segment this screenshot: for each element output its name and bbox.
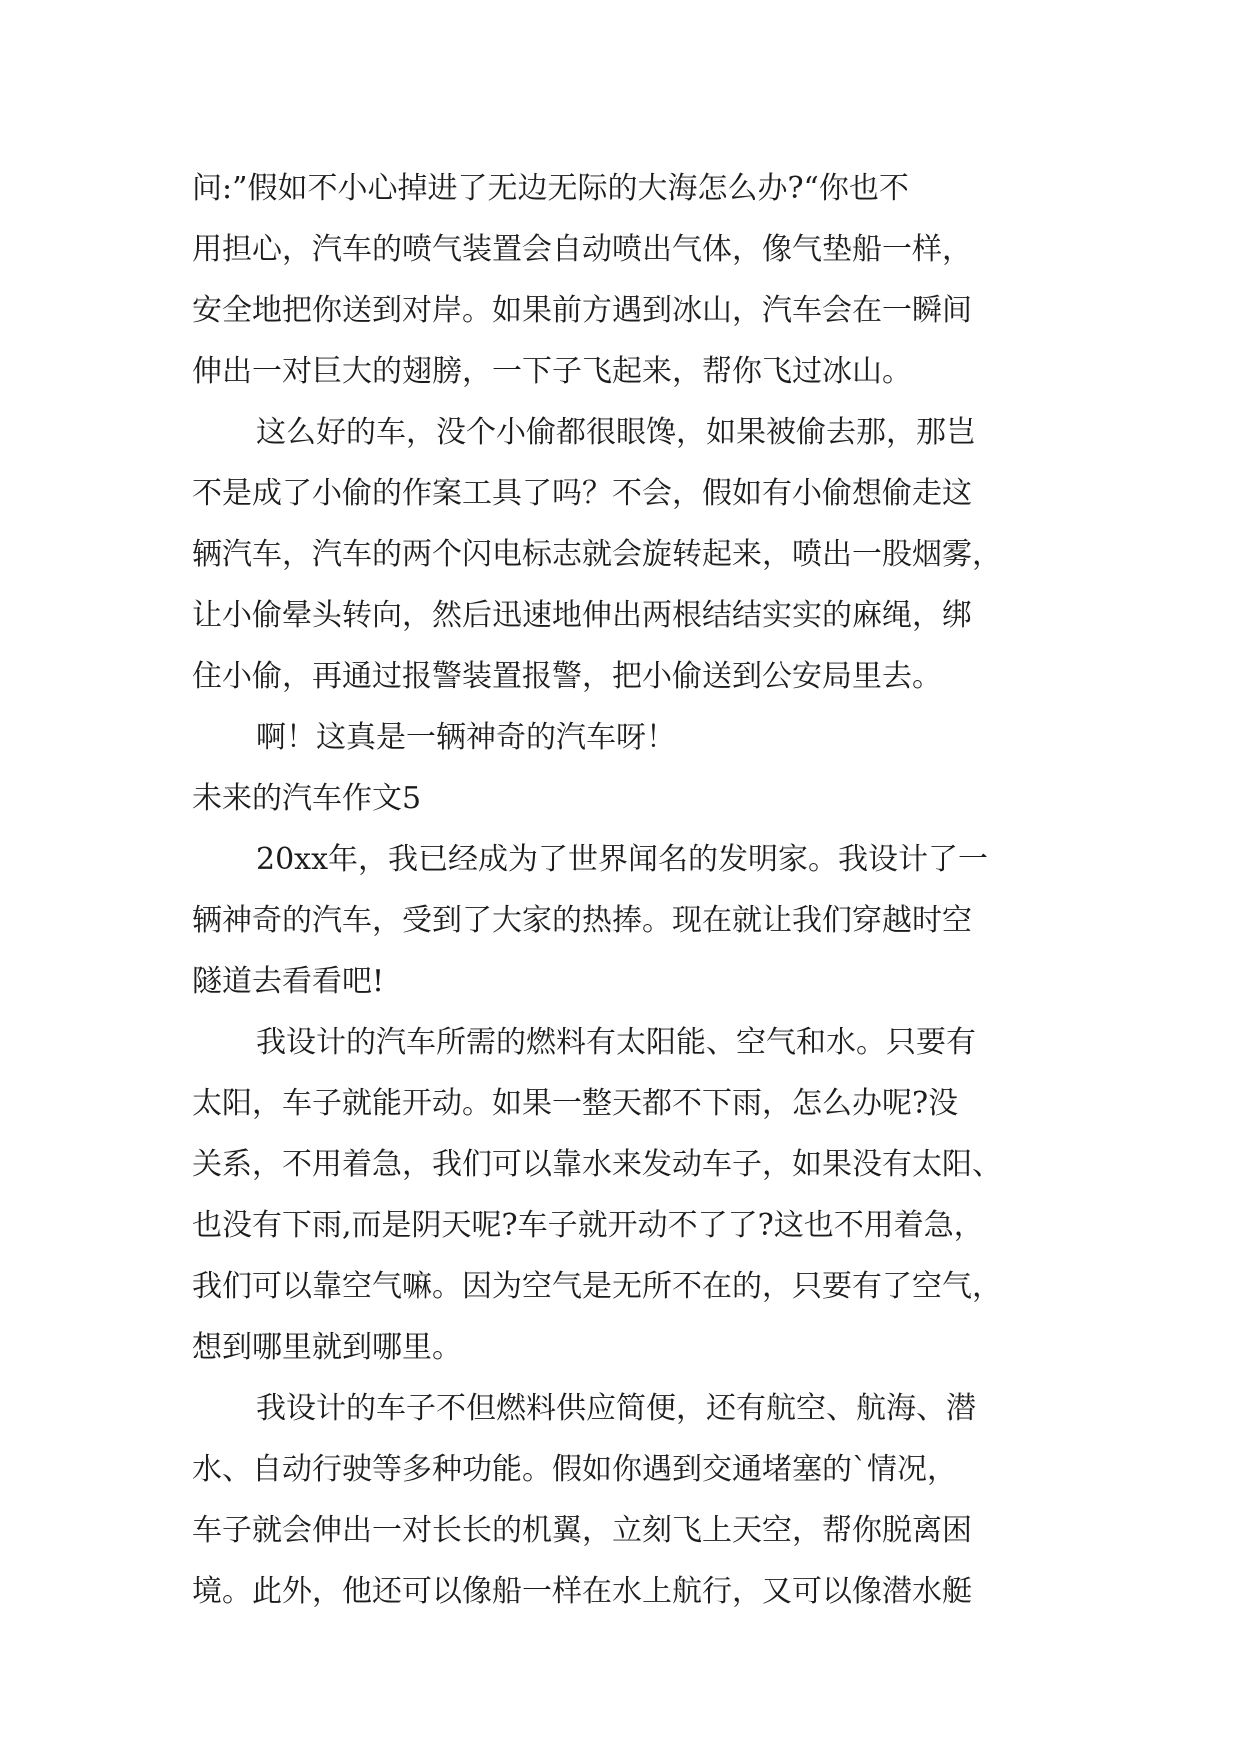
text-line: 住小偷，再通过报警装置报警，把小偷送到公安局里去。 [192,659,942,694]
text-line: 20xx年，我已经成为了世界闻名的发明家。我设计了一 [256,842,989,877]
text-line: 我设计的车子不但燃料供应简便，还有航空、航海、潜 [256,1391,976,1426]
text-line: 辆汽车，汽车的两个闪电标志就会旋转起来，喷出一股烟雾， [192,537,1002,572]
text-line: 境。此外，他还可以像船一样在水上航行，又可以像潜水艇 [192,1574,972,1609]
document-body [192,158,1062,1622]
text-line: 不是成了小偷的作案工具了吗？不会，假如有小偷想偷走这 [192,476,972,511]
section-title: 未来的汽车作文5 [192,781,422,816]
text-line: 我们可以靠空气嘛。因为空气是无所不在的，只要有了空气， [192,1269,1002,1304]
text-line: 水、自动行驶等多种功能。假如你遇到交通堵塞的`情况， [192,1452,957,1487]
text-line: 想到哪里就到哪里。 [192,1330,462,1365]
text-line: 啊！这真是一辆神奇的汽车呀！ [256,720,676,755]
text-line: 让小偷晕头转向，然后迅速地伸出两根结结实实的麻绳，绑 [192,598,972,633]
text-line: 关系，不用着急，我们可以靠水来发动车子，如果没有太阳、 [192,1147,1002,1182]
text-line: 车子就会伸出一对长长的机翼，立刻飞上天空，帮你脱离困 [192,1513,972,1548]
text-line: 问:”假如不小心掉进了无边无际的大海怎么办?“你也不 [192,171,909,206]
text-line: 也没有下雨,而是阴天呢?车子就开动不了了?这也不用着急， [192,1208,984,1243]
text-line: 这么好的车，没个小偷都很眼馋，如果被偷去那，那岂 [256,415,976,450]
text-line: 安全地把你送到对岸。如果前方遇到冰山，汽车会在一瞬间 [192,293,972,328]
text-line: 辆神奇的汽车，受到了大家的热捧。现在就让我们穿越时空 [192,903,972,938]
text-line: 用担心，汽车的喷气装置会自动喷出气体，像气垫船一样， [192,232,972,267]
text-line: 太阳，车子就能开动。如果一整天都不下雨，怎么办呢?没 [192,1086,959,1121]
text-line: 伸出一对巨大的翅膀，一下子飞起来，帮你飞过冰山。 [192,354,912,389]
text-line: 隧道去看看吧! [192,964,385,999]
text-line: 我设计的汽车所需的燃料有太阳能、空气和水。只要有 [256,1025,976,1060]
